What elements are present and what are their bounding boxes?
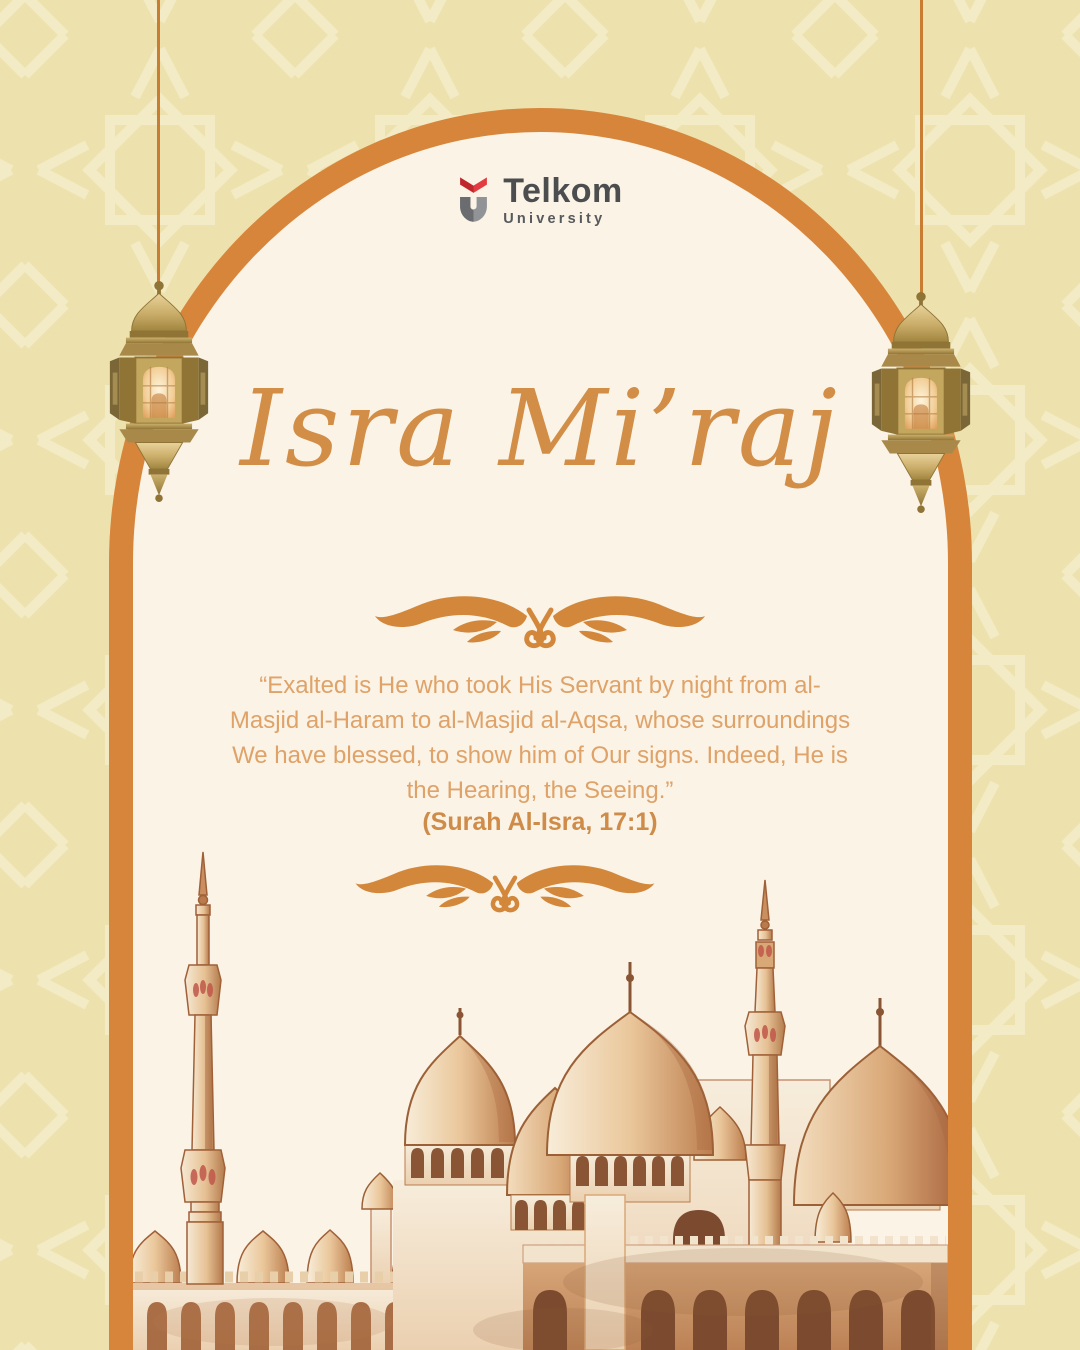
telkom-logo-icon: [457, 174, 490, 224]
quran-quote: [220, 668, 860, 808]
mosque-illustration: [133, 850, 948, 1350]
quote-line: We have blessed, to show him of Our signs. Indeed, He is: [232, 742, 848, 769]
telkom-university-logo: [0, 174, 1080, 227]
quote-line: Masjid al-Haram to al-Masjid al-Aqsa, whose surroundings: [229, 707, 851, 734]
surah-reference: (Surah Al-Isra, 17:1): [422, 808, 658, 836]
hanging-lantern-right-icon: [869, 291, 973, 513]
logo-subtitle-text: University: [503, 211, 606, 227]
lantern-string-right: [920, 0, 923, 293]
quote-line: “Exalted is He who took His Servant by night from al-: [259, 672, 821, 699]
flourish-divider-top-icon: [375, 586, 705, 650]
flourish-divider-bottom-icon: [355, 856, 655, 914]
page-title: Isra Mi’raj: [240, 366, 840, 490]
hanging-lantern-left-icon: [107, 280, 211, 502]
logo-brand-text: Telkom: [503, 172, 623, 210]
quote-line: the Hearing, the Seeing.”: [406, 777, 674, 804]
lantern-string-left: [157, 0, 160, 282]
